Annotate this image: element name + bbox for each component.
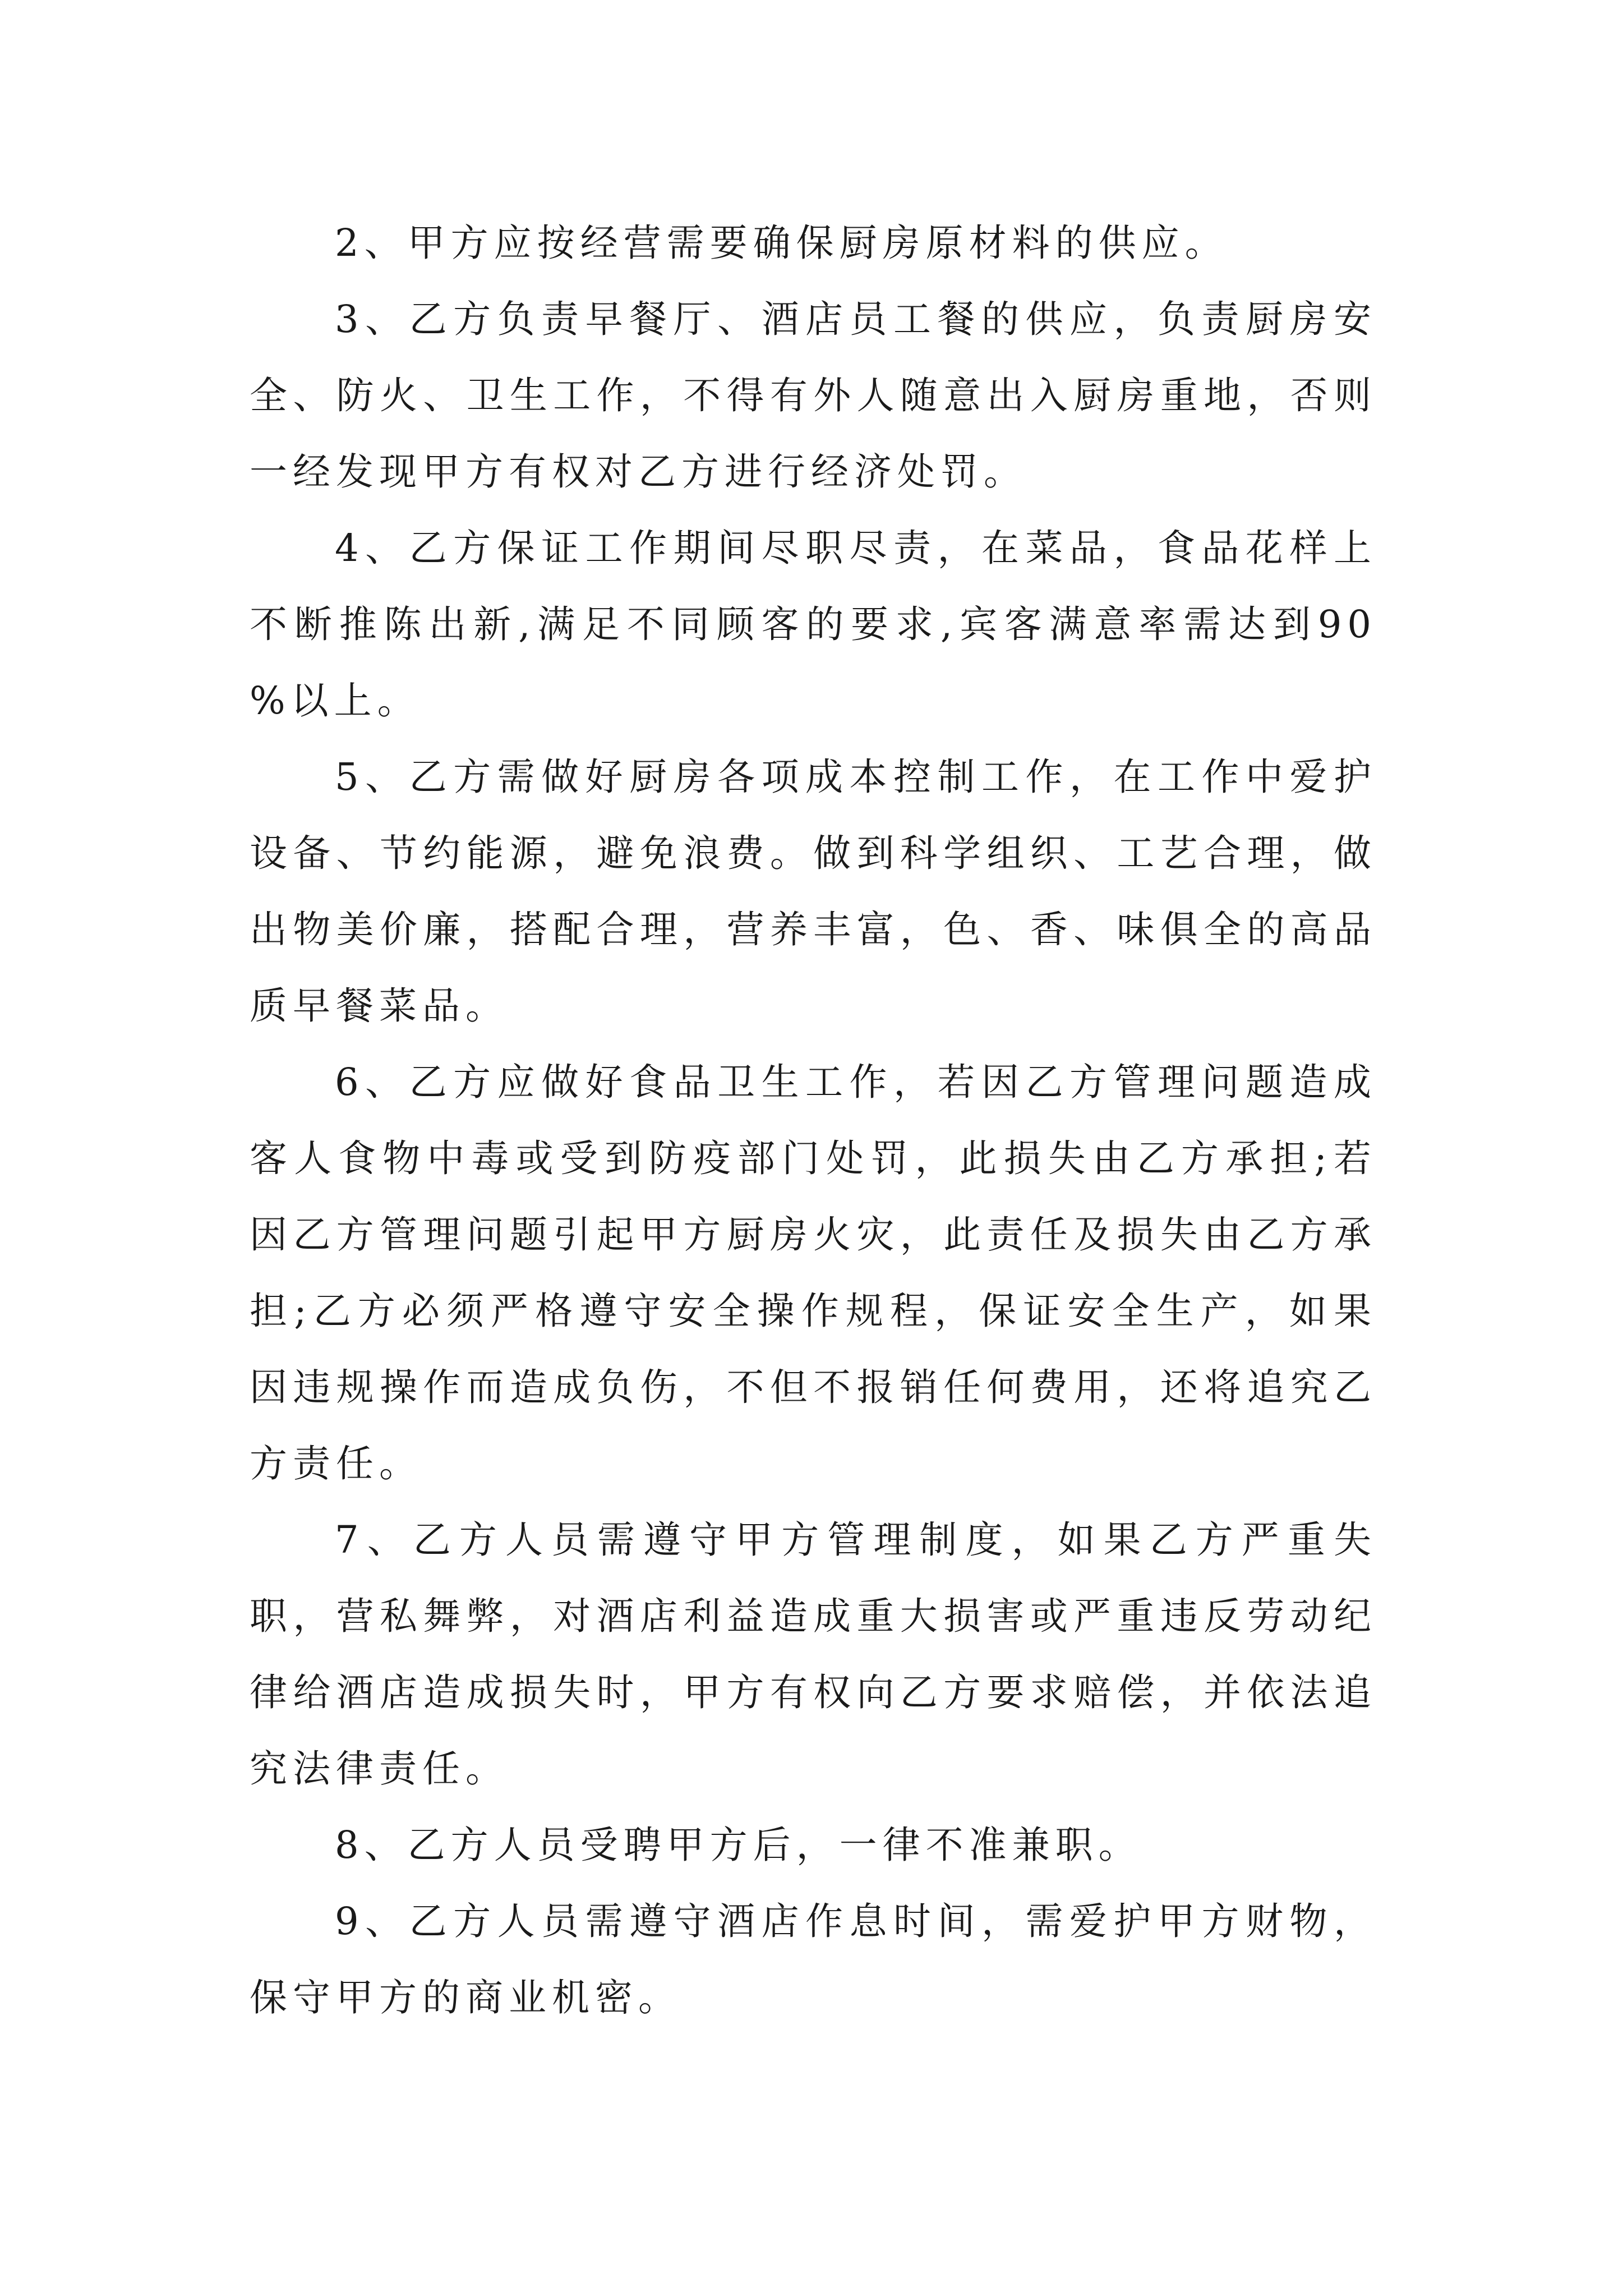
clause-8: 8、乙方人员受聘甲方后，一律不准兼职。 xyxy=(335,1823,1142,1867)
clause-5: 5、乙方需做好厨房各项成本控制工作，在工作中爱护设备、节约能源，避免浪费。做到科学组织、工艺合理，做出物美价廉，搭配合理，营养丰富，色、香、味俱全的高品质早餐菜品。 xyxy=(250,755,1377,1028)
clause-4: 4、乙方保证工作期间尽职尽责，在菜品，食品花样上不断推陈出新,满足不同顾客的要求,宾客满意率需达到90 %以上。 xyxy=(250,526,1377,723)
clause-3: 3、乙方负责早餐厅、酒店员工餐的供应，负责厨房安全、防火、卫生工作，不得有外人随意出入厨房重地，否则一经发现甲方有权对乙方进行经济处罚。 xyxy=(250,297,1377,494)
clause-9: 9、乙方人员需遵守酒店作息时间，需爱护甲方财物，保守甲方的商业机密。 xyxy=(250,1899,1377,2019)
clause-6: 6、乙方应做好食品卫生工作，若因乙方管理问题造成客人食物中毒或受到防疫部门处罚，此损失由乙方承担;若因乙方管理问题引起甲方厨房火灾，此责任及损失由乙方承担;乙方必须严格遵守安全操作规程，保证安全生产，如果因违规操作而造成负伤，不但不报销任何费用，还将追究乙方责任。 xyxy=(250,1060,1377,1485)
document-body xyxy=(250,205,1377,2036)
clause-7: 7、乙方人员需遵守甲方管理制度，如果乙方严重失职，营私舞弊，对酒店利益造成重大损害或严重违反劳动纪律给酒店造成损失时，甲方有权向乙方要求赔偿，并依法追究法律责任。 xyxy=(250,1518,1377,1791)
clause-2: 2、甲方应按经营需要确保厨房原材料的供应。 xyxy=(335,221,1228,265)
